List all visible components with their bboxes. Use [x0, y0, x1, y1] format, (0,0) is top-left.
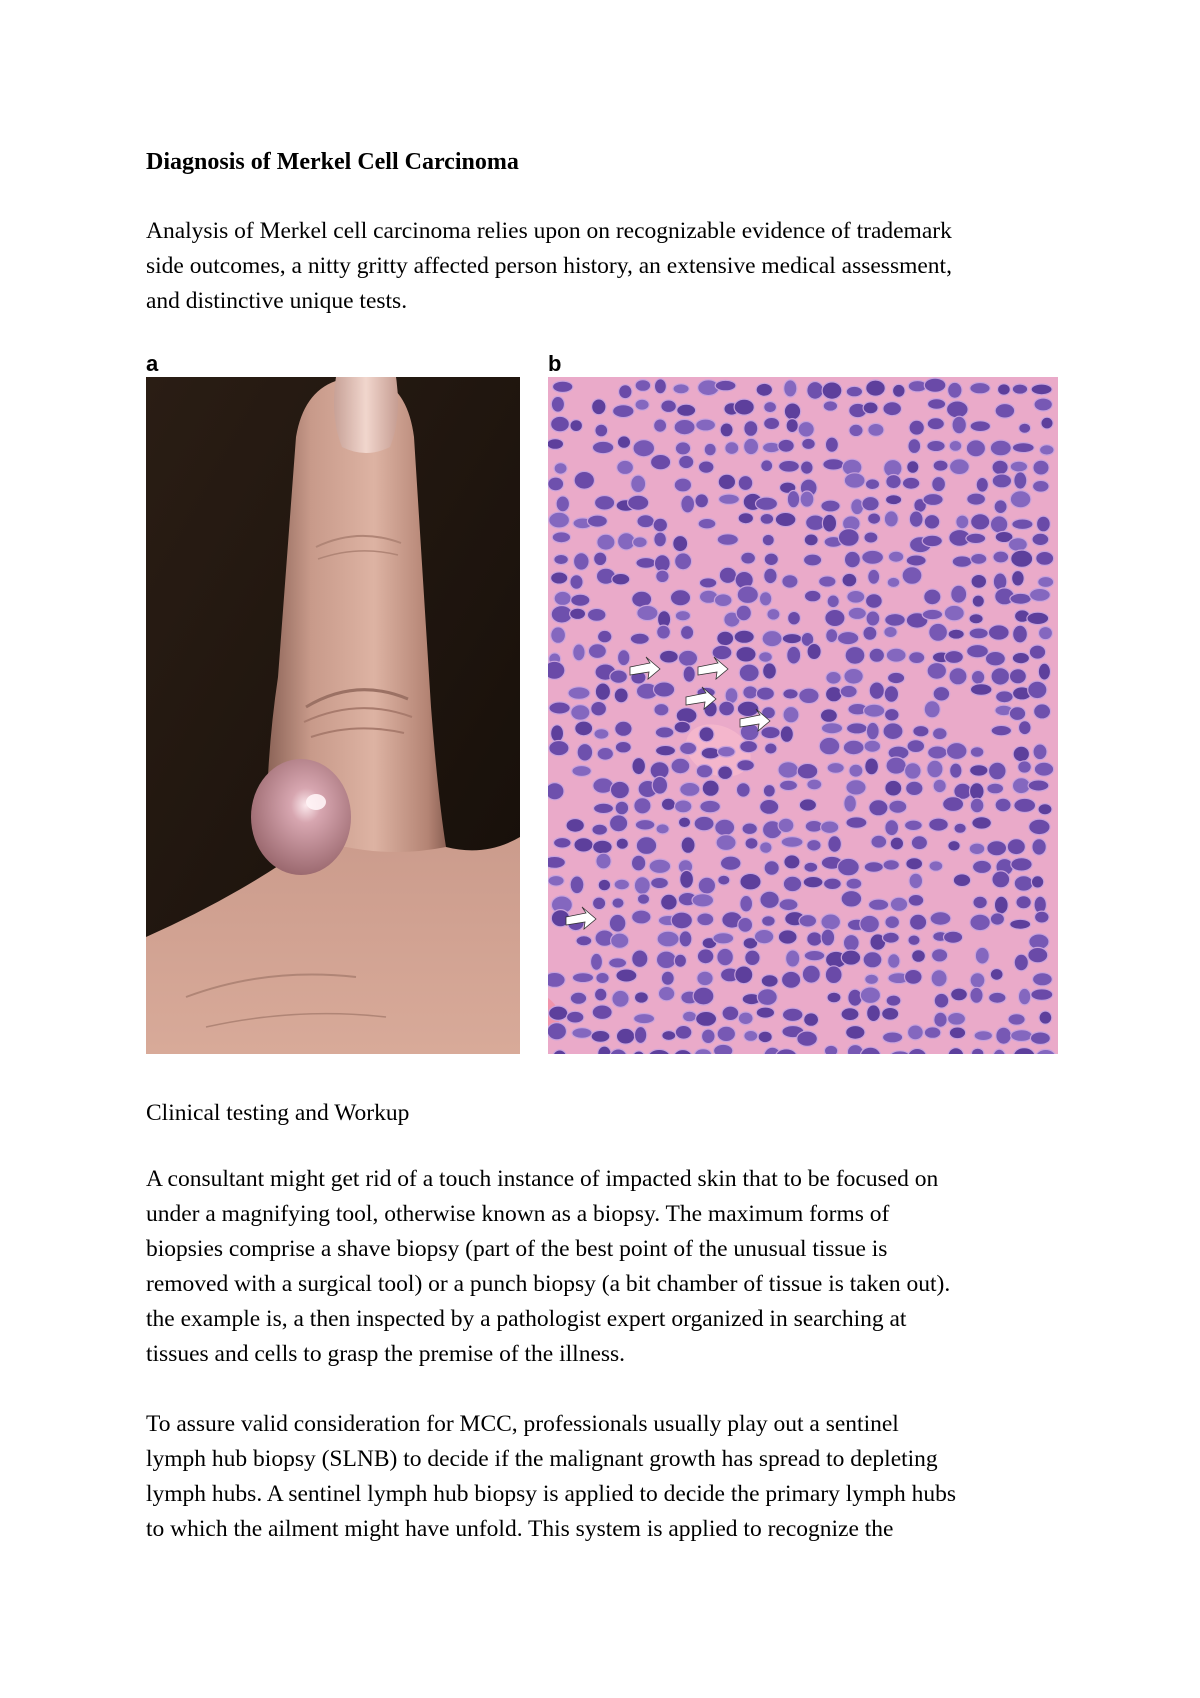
- micrograph-drawing: [548, 377, 1058, 1054]
- figure-label-a: a: [146, 351, 159, 376]
- paragraph-line: the example is, a then inspected by a pathologist expert organized in searching at: [146, 1306, 907, 1332]
- paragraph-line: lymph hub biopsy (SLNB) to decide if the malignant growth has spread to depleting: [146, 1446, 938, 1472]
- section-title: Clinical testing and Workup: [146, 1100, 410, 1126]
- intro-line: Analysis of Merkel cell carcinoma relies upon on recognizable evidence of trademark: [146, 218, 952, 244]
- paragraph-line: tissues and cells to grasp the premise of the illness.: [146, 1341, 626, 1367]
- finger-lesion-photo: [146, 377, 520, 1054]
- document-heading: Diagnosis of Merkel Cell Carcinoma: [146, 149, 519, 175]
- paragraph-line: to which the ailment might have unfold. This system is applied to recognize the: [146, 1516, 894, 1542]
- paragraph-line: A consultant might get rid of a touch instance of impacted skin that to be focused on: [146, 1166, 939, 1192]
- intro-paragraph: [146, 214, 1066, 319]
- histology-micrograph: [548, 377, 1058, 1054]
- finger-photo-drawing: [146, 377, 520, 1054]
- slnb-paragraph: [146, 1407, 1066, 1547]
- paragraph-line: removed with a surgical tool) or a punch biopsy (a bit chamber of tissue is taken out).: [146, 1271, 951, 1297]
- intro-line: side outcomes, a nitty gritty affected person history, an extensive medical assessment,: [146, 253, 952, 279]
- paragraph-line: lymph hubs. A sentinel lymph hub biopsy is applied to decide the primary lymph hubs: [146, 1481, 957, 1507]
- intro-line: and distinctive unique tests.: [146, 288, 408, 314]
- paragraph-line: biopsies comprise a shave biopsy (part of the best point of the unusual tissue is: [146, 1236, 888, 1262]
- figure-label-b: b: [548, 351, 562, 376]
- paragraph-line: under a magnifying tool, otherwise known as a biopsy. The maximum forms of: [146, 1201, 890, 1227]
- biopsy-paragraph: [146, 1162, 1066, 1372]
- paragraph-line: To assure valid consideration for MCC, professionals usually play out a sentinel: [146, 1411, 899, 1437]
